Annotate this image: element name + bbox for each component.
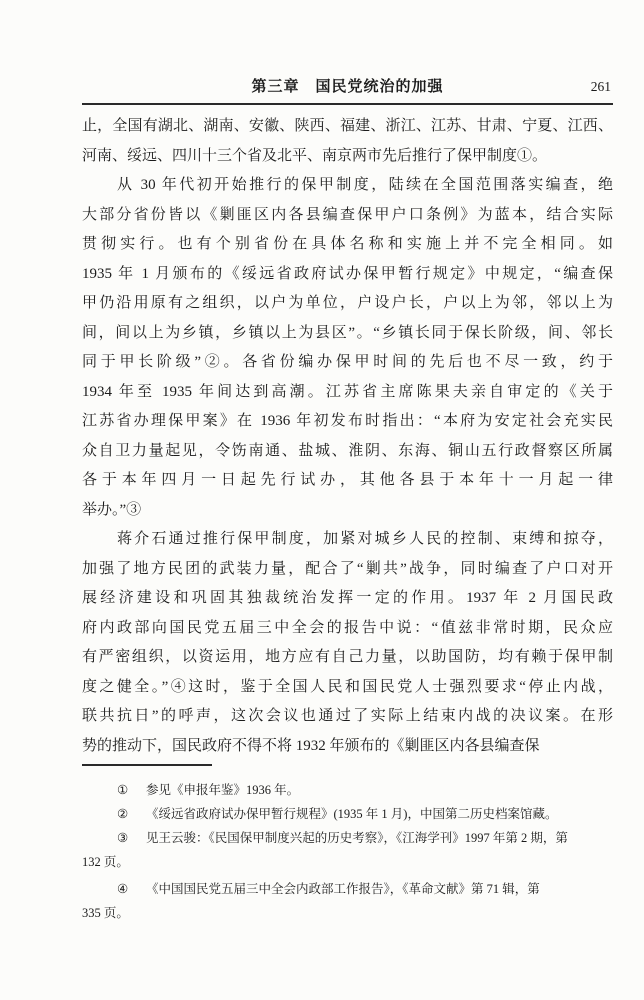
footnote-text: 335 页。 — [82, 906, 129, 920]
text-line: 加强了地方民团的武装力量，配合了“剿共”战争，同时编查了户口对开 — [82, 560, 613, 577]
text-line: 贯彻实行。也有个别省份在具体名称和实施上并不完全相同。如 — [82, 236, 613, 252]
text-line: 联共抗日”的呼声，这次会议也通过了实际上结束内战的决议案。在形 — [82, 708, 613, 724]
body-text — [82, 112, 613, 761]
footnote-text: 《绥远省政府试办保甲暂行规程》(1935 年 1 月)，中国第二历史档案馆藏。 — [146, 807, 558, 821]
text-line: 从 30 年代初开始推行的保甲制度，陆续在全国范围落实编查，绝 — [117, 177, 613, 193]
chapter-title: 第三章 国民党统治的加强 — [251, 79, 444, 95]
text-line: 江苏省办理保甲案》在 1936 年初发布时指出：“本府为安定社会充实民 — [82, 413, 613, 429]
text-line: 度之健全。”④这时，鉴于全国人民和国民党人士强烈要求“停止内战， — [82, 678, 613, 695]
footnote-marker: ③ — [117, 831, 129, 845]
footnote-line — [82, 850, 613, 874]
text-line: 同于甲长阶级”②。各省份编办保甲时间的先后也不尽一致，约于 — [82, 354, 613, 370]
text-line: 1935 年 1 月颁布的《绥远省政府试办保甲暂行规定》中规定，“编查保 — [82, 265, 613, 282]
footnote-line — [82, 826, 613, 850]
footnote-marker: ④ — [117, 882, 129, 896]
text-line: 展经济建设和巩固其独裁统治发挥一定的作用。1937 年 2 月国民政 — [82, 590, 613, 606]
text-line: 府内政部向国民党五届三中全会的报告中说：“值兹非常时期，民众应 — [82, 619, 613, 636]
footnote-text: 132 页。 — [82, 855, 129, 869]
text-line: 甲仍沿用原有之组织，以户为单位，户设户长，户以上为邻，邻以上为 — [82, 295, 613, 311]
footnote-separator — [82, 764, 212, 766]
footnote-text: 《中国国民党五届三中全会内政部工作报告》，《革命文献》第 71 辑，第 — [146, 882, 540, 896]
footnote-text: 参见《申报年鉴》1936 年。 — [146, 783, 300, 797]
footnote-text: 见王云骏：《民国保甲制度兴起的历史考察》，《江海学刊》1997 年第 2 期，第 — [146, 831, 568, 845]
text-line: 举办。”③ — [82, 501, 142, 518]
text-line: 有严密组织，以资运用，地方应有自己力量，以助国防，均有赖于保甲制 — [82, 649, 613, 665]
footnote-marker: ② — [117, 807, 129, 821]
text-line: 众自卫力量起见，令饬南通、盐城、淮阴、东海、铜山五行政督察区所属 — [82, 442, 613, 459]
footnote-line — [82, 778, 613, 802]
text-line: 蒋介石通过推行保甲制度，加紧对城乡人民的控制、束缚和掠夺， — [117, 531, 613, 547]
text-line: 势的推动下，国民政府不得不将 1932 年颁布的《剿匪区内各县编查保 — [82, 737, 540, 754]
text-line: 各于本年四月一日起先行试办，其他各县于本年十一月起一律 — [82, 472, 613, 488]
header-rule — [82, 103, 613, 105]
footnote-marker: ① — [117, 783, 129, 797]
text-line: 1934 年至 1935 年间达到高潮。江苏省主席陈果夫亲自审定的《关于 — [82, 383, 613, 400]
text-line: 止，全国有湖北、湖南、安徽、陕西、福建、浙江、江苏、甘肃、宁夏、江西、 — [82, 118, 613, 134]
text-line: 大部分省份皆以《剿匪区内各县编查保甲户口条例》为蓝本，结合实际 — [82, 206, 613, 223]
footnotes — [82, 778, 613, 925]
footnote-line — [82, 901, 613, 925]
text-line: 河南、绥远、四川十三个省及北平、南京两市先后推行了保甲制度①。 — [82, 147, 548, 164]
text-line: 间，间以上为乡镇，乡镇以上为县区”。“乡镇长同于保长阶级，间、邻长 — [82, 324, 613, 341]
page-number: 261 — [590, 79, 611, 94]
footnote-line — [82, 877, 613, 901]
page-header — [82, 76, 613, 98]
footnote-line — [82, 802, 613, 826]
